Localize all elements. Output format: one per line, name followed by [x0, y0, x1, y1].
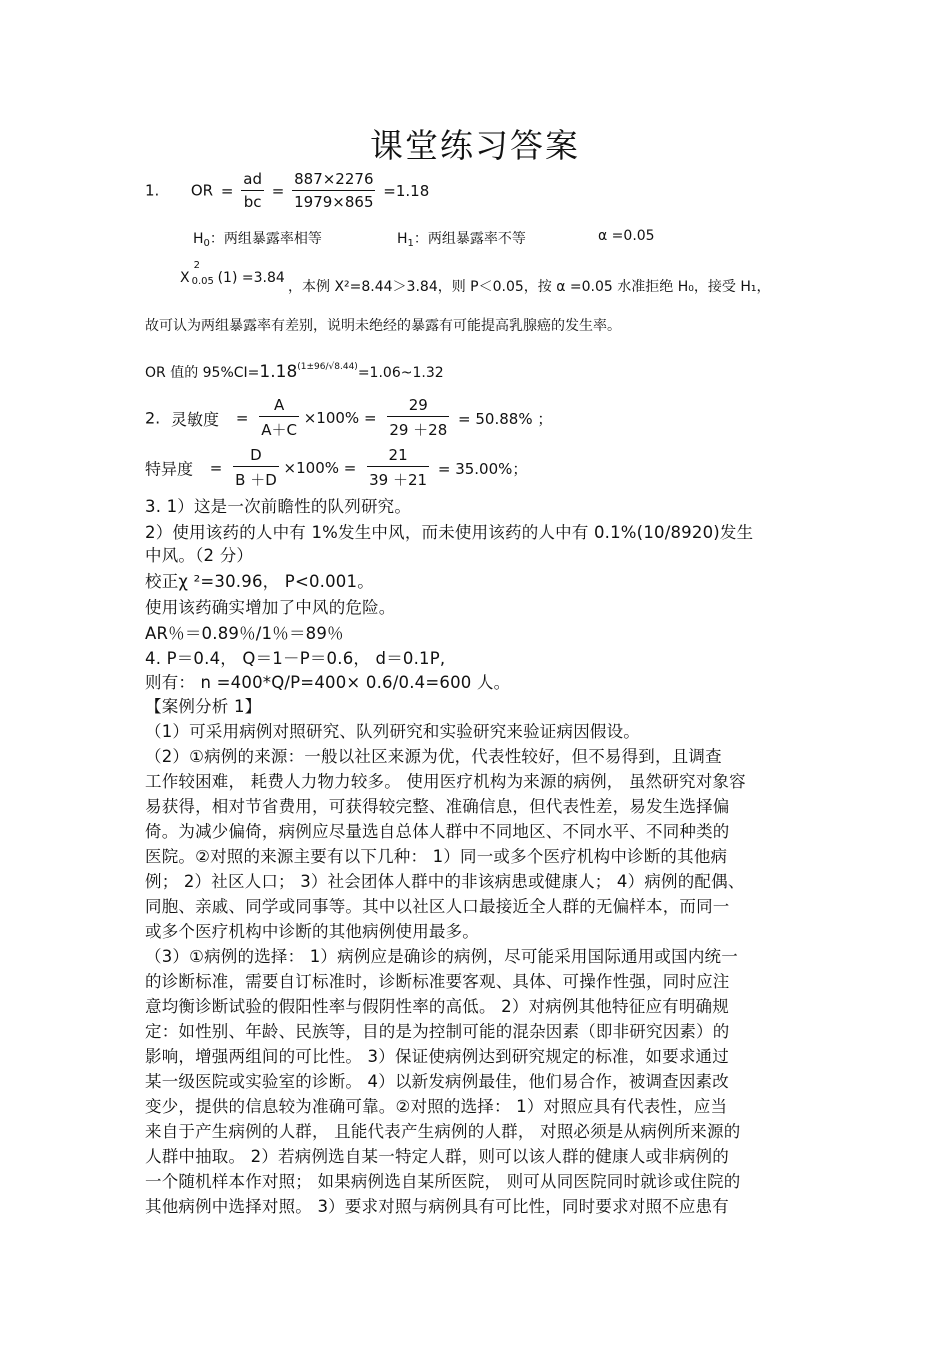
text-line: 人群中抽取。 2）若病例选自某一特定人群，则可以该人群的健康人或非病例的 — [145, 1147, 729, 1166]
q1-or-formula: 1. OR = $\frac{ad}{bc}$ = $\frac{887\times 2276}{1979\times 865}$ =1.18 — [145, 170, 430, 211]
text-line: （2）①病例的来源：一般以社区来源为优，代表性较好，但不易得到，且调查 — [145, 747, 722, 766]
text-line: AR％＝0.89％/1％＝89％ — [145, 624, 344, 643]
or-label: OR — [190, 181, 214, 200]
q1-number: 1. — [145, 181, 160, 200]
or-fraction-ad-bc: $\frac{ad}{bc}$ — [243, 170, 262, 211]
text-line: 2）使用该药的人中有 1%发生中风，而未使用该药的人中有 0.1%(10/8920)发生 — [145, 523, 754, 542]
specificity-fraction-values: $\frac{21}{39 +21}$ — [369, 446, 428, 489]
text-line: 4. P＝0.4， Q＝1－P＝0.6， d＝0.1P, — [145, 649, 446, 668]
text-line: 3. 1）这是一次前瞻性的队列研究。 — [145, 497, 412, 516]
text-line: （1）可采用病例对照研究、队列研究和实验研究来验证病因假设。 — [145, 722, 640, 741]
section-heading-case-analysis: 【案例分析 1】 — [145, 697, 262, 716]
h1-hypothesis: $H_1$：两组暴露率不等 — [397, 231, 526, 249]
or-confidence-interval: OR 值的 $95\%CI=1.18^{(1\pm 96/√8.44)}=1.06\sim 1.32$ — [145, 362, 444, 382]
chi-square-decision: ，本例 X²=8.44＞3.84，则 P＜0.05，按 α =0.05 水准拒绝 H₀，接受 H₁， — [288, 279, 771, 295]
or-result: =1.18 — [383, 181, 430, 200]
text-line: 的诊断标准，需要自订标准时，诊断标准要客观、具体、可操作性强，同时应注 — [145, 972, 730, 991]
text-line: 则有： n =400*Q/P=400× 0.6/0.4=600 人。 — [145, 673, 511, 692]
text-line: 一个随机样本作对照； 如果病例选自某所医院， 则可从同医院同时就诊或住院的 — [145, 1172, 741, 1191]
q1-conclusion: 故可认为两组暴露率有差别，说明未绝经的暴露有可能提高乳腺癌的发生率。 — [145, 318, 621, 334]
h0-hypothesis: $H_0$：两组暴露率相等 — [193, 231, 322, 249]
sensitivity-result: = 50.88% ； — [458, 409, 553, 428]
text-line: 中风。（2 分） — [145, 546, 254, 565]
text-line: 医院。②对照的来源主要有以下几种： 1）同一或多个医疗机构中诊断的其他病 — [145, 847, 728, 866]
text-line: 或多个医疗机构中诊断的其他病例使用最多。 — [145, 922, 479, 941]
sensitivity-formula: 2. 灵敏度 = $\frac{A}{A+C}$ ×100% = $\frac{29}{29 +28}$ = 50.88% ； — [145, 396, 553, 439]
text-line: 例； 2）社区人口； 3）社会团体人群中的非该病患或健康人； 4）病例的配偶、 — [145, 872, 745, 891]
text-line: 来自于产生病例的人群， 且能代表产生病例的人群， 对照必须是从病例所来源的 — [145, 1122, 741, 1141]
text-line: 校正χ ²=30.96， P<0.001。 — [145, 572, 374, 591]
text-line: 影响，增强两组间的可比性。 3）保证使病例达到研究规定的标准，如要求通过 — [145, 1047, 729, 1066]
text-line: 工作较困难， 耗费人力物力较多。 使用医疗机构为来源的病例， 虽然研究对象容 — [145, 772, 746, 791]
text-line: 定：如性别、年龄、民族等，目的是为控制可能的混杂因素（即非研究因素）的 — [145, 1022, 730, 1041]
text-line: 变少，提供的信息较为准确可靠。②对照的选择： 1）对照应具有代表性，应当 — [145, 1097, 728, 1116]
specificity-result: = 35.00%； — [437, 459, 528, 478]
text-line: 易获得，相对节省费用，可获得较完整、准确信息，但代表性差，易发生选择偏 — [145, 797, 730, 816]
text-line: （3）①病例的选择： 1）病例应是确诊的病例，尽可能采用国际通用或国内统一 — [145, 947, 738, 966]
text-line: 同胞、亲戚、同学或同事等。其中以社区人口最接近全人群的无偏样本，而同一 — [145, 897, 730, 916]
specificity-formula: 特异度 = $\frac{D}{B +D}$ ×100% = $\frac{21}{39 +21}$ = 35.00%； — [145, 446, 528, 489]
text-line: 使用该药确实增加了中风的危险。 — [145, 598, 396, 617]
text-line: 意均衡诊断试验的假阳性率与假阴性率的高低。 2）对病例其他特征应有明确规 — [145, 997, 729, 1016]
specificity-fraction-formula: $\frac{D}{B +D}$ — [235, 446, 277, 489]
text-line: 某一级医院或实验室的诊断。 4）以新发病例最佳，他们易合作，被调查因素改 — [145, 1072, 729, 1091]
sensitivity-fraction-formula: $\frac{A}{A+C}$ — [261, 396, 297, 439]
text-line: 倚。为减少偏倚，病例应尽量选自总体人群中不同地区、不同水平、不同种类的 — [145, 822, 730, 841]
text-line: 其他病例中选择对照。 3）要求对照与病例具有可比性，同时要求对照不应患有 — [145, 1197, 729, 1216]
chi-square-critical: X 2 0.05 (1) =3.84 — [180, 260, 285, 287]
sensitivity-fraction-values: $\frac{29}{29 +28}$ — [389, 396, 448, 439]
page-title: 课堂练习答案 — [370, 126, 580, 165]
alpha-level: α =0.05 — [598, 228, 655, 244]
or-fraction-values: $\frac{887\times 2276}{1979\times 865}$ — [294, 170, 374, 211]
